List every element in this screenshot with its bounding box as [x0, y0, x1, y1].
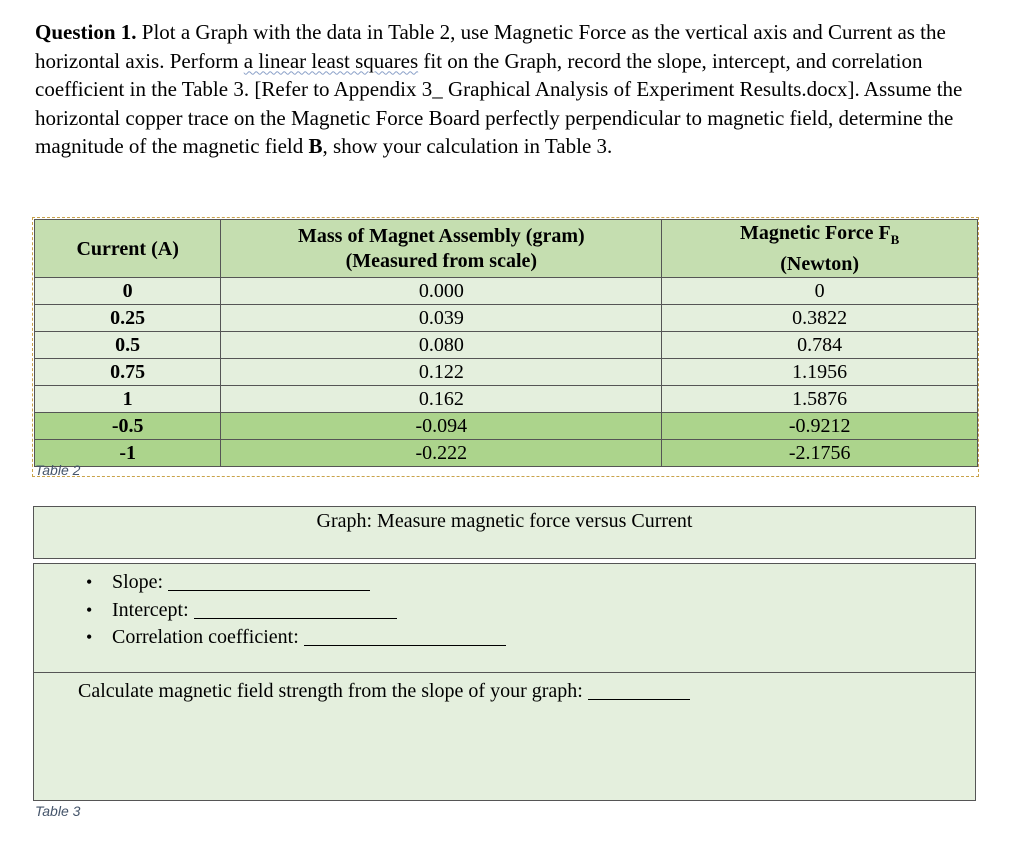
mass-cell: 0.080 [221, 332, 662, 359]
intercept-label: Intercept: [112, 598, 189, 621]
table-row [35, 359, 978, 386]
correlation-label: Correlation coefficient: [112, 626, 299, 648]
current-cell: 0.5 [35, 332, 221, 359]
current-cell: -1 [35, 440, 221, 467]
list-item-correlation [86, 624, 506, 652]
question-text-part-2: fit on the Graph, record the slope, intercept, and correlation coefficient in the Table 3. [Refer to Appendix 3_ Graphical Analysis of Experiment Results.docx]. Assume the horizontal copper trace on the Magnetic Force Board perfectly perpendicular to magnetic field, determine the magnitude of the magnetic field [35, 48, 963, 159]
table-row [35, 440, 978, 467]
correlation-answer-blank[interactable] [304, 625, 506, 646]
fit-results-list [86, 569, 506, 652]
mass-cell: -0.222 [221, 440, 662, 467]
current-cell: 1 [35, 386, 221, 413]
current-cell: 0.75 [35, 359, 221, 386]
slope-label: Slope: [112, 571, 164, 593]
calc-prompt-text: Calculate magnetic field strength from the slope of your graph: [78, 680, 583, 702]
graph-cell [33, 506, 976, 559]
question-label: Question 1. [35, 20, 137, 44]
mass-cell: 0.000 [221, 278, 662, 305]
force-cell: 0.3822 [662, 305, 978, 332]
current-cell: 0.25 [35, 305, 221, 332]
question-text-part-1: Plot a Graph with the data in Table 2, use Magnetic Force as the vertical axis and Current as the horizontal axis. Perform [35, 20, 946, 73]
mass-cell: 0.039 [221, 305, 662, 332]
header-current: Current (A) [35, 220, 221, 278]
header-mass: Mass of Magnet Assembly (gram) (Measured from scale) [221, 220, 662, 278]
force-cell: -0.9212 [662, 413, 978, 440]
question-text-part-3: , show your calculation in Table 3. [322, 134, 613, 159]
mass-cell: 0.122 [221, 359, 662, 386]
list-item-slope [86, 569, 506, 597]
header-force: Magnetic Force $F_B$ (Newton) [662, 220, 978, 278]
fit-results-cell [33, 563, 976, 676]
table-header-row [35, 220, 978, 278]
force-cell: 1.5876 [662, 386, 978, 413]
field-b-symbol: B [308, 134, 323, 159]
bullet-icon: • [86, 599, 93, 620]
question-text [35, 18, 995, 161]
intercept-answer-blank[interactable] [194, 598, 397, 619]
calc-prompt [78, 679, 690, 703]
list-item-intercept [86, 597, 506, 625]
calculation-cell [33, 672, 976, 801]
force-cell: 0 [662, 278, 978, 305]
table2-caption: Table 2 [35, 462, 81, 478]
slope-answer-blank[interactable] [168, 570, 370, 591]
table-row [35, 332, 978, 359]
bullet-icon: • [86, 627, 93, 647]
current-cell: -0.5 [35, 413, 221, 440]
linear-least-squares-text: a linear least squares [243, 48, 419, 73]
table3-caption: Table 3 [35, 803, 81, 819]
force-cell: 1.1956 [662, 359, 978, 386]
force-cell: -2.1756 [662, 440, 978, 467]
table-row [35, 305, 978, 332]
graph-title: Graph: Measure magnetic force versus Current [316, 510, 693, 532]
bullet-icon: • [86, 572, 93, 592]
data-table [34, 219, 978, 467]
table-row [35, 413, 978, 440]
force-cell: 0.784 [662, 332, 978, 359]
current-cell: 0 [35, 278, 221, 305]
table-row [35, 386, 978, 413]
table-row [35, 278, 978, 305]
mass-cell: -0.094 [221, 413, 662, 440]
field-strength-answer-blank[interactable] [588, 679, 690, 700]
mass-cell: 0.162 [221, 386, 662, 413]
